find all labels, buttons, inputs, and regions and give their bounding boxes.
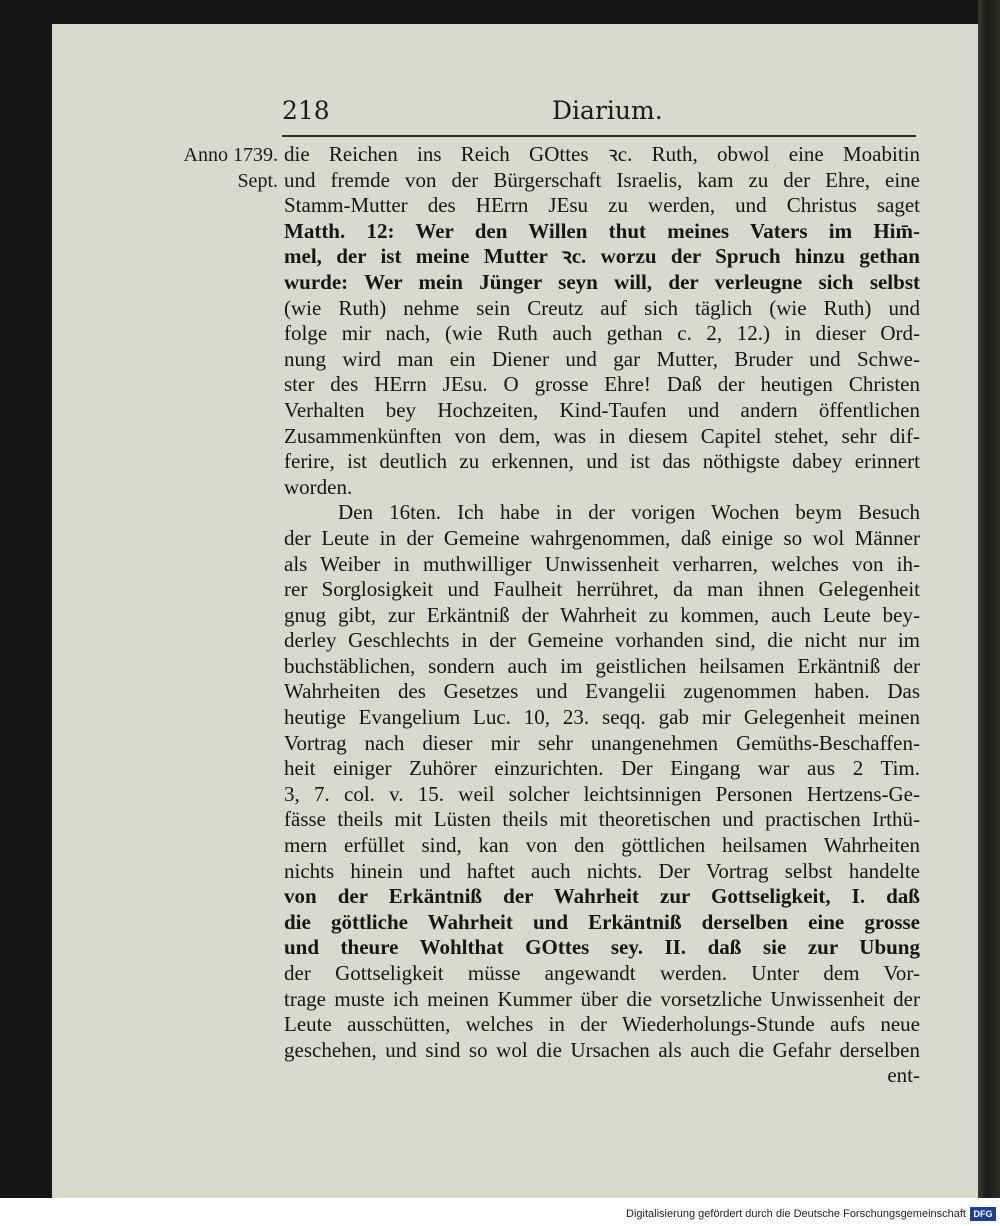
text-line: rer Sorglosigkeit und Faulheit herrühret, da man ihnen Gelegenheit	[284, 577, 920, 602]
text-line: und fremde von der Bürgerschaft Israelis, kam zu der Ehre, eine	[284, 167, 920, 192]
text-line: ster des HErrn JEsu. O grosse Ehre! Daß der heutigen Christen	[284, 372, 920, 397]
text-line: folge mir nach, (wie Ruth auch gethan c. 2, 12.) in dieser Ord-	[284, 321, 920, 346]
text-line: worden.	[284, 474, 353, 499]
text-line: mel, der ist meine Mutter ꝛc. worzu der Spruch hinzu gethan	[284, 244, 920, 269]
text-line: die göttliche Wahrheit und Erkäntniß derselben eine grosse	[284, 909, 920, 934]
text-line: Den 16ten. Ich habe in der vorigen Wochen beym Besuch	[338, 500, 920, 525]
text-line: gnug gibt, zur Erkäntniß der Wahrheit zu kommen, auch Leute bey-	[284, 602, 920, 627]
book-spine-edge	[978, 0, 1000, 1198]
text-line: der Gottseligkeit müsse angewandt werden. Unter dem Vor-	[284, 961, 920, 985]
text-line: Verhalten bey Hochzeiten, Kind-Taufen und andern öffentlichen	[284, 397, 920, 422]
text-line: Wahrheiten des Gesetzes und Evangelii zugenommen haben. Das	[284, 679, 920, 704]
text-line: fässe theils mit Lüsten theils mit theoretischen und practischen Irthü-	[284, 807, 920, 832]
text-line: (wie Ruth) nehme sein Creutz auf sich täglich (wie Ruth) und	[284, 295, 920, 320]
body-text	[284, 142, 920, 1089]
text-line: heit einiger Zuhörer einzurichten. Der Eingang war aus 2 Tim.	[284, 756, 920, 781]
text-line: derley Geschlechts in der Gemeine vorhanden sind, die nicht nur im	[284, 628, 920, 653]
text-line: Stamm-Mutter des HErrn JEsu zu werden, und Christus saget	[284, 193, 920, 218]
footer-credit: Digitalisierung gefördert durch die Deutsche Forschungsgemeinschaft	[626, 1208, 966, 1220]
text-line: buchstäblichen, sondern auch im geistlichen heilsamen Erkäntniß der	[284, 653, 920, 678]
text-line: und theure Wohlthat GOttes sey. II. daß sie zur Ubung	[284, 935, 920, 960]
text-line: Zusammenkünften von dem, was in diesem Capitel stehet, sehr dif-	[284, 423, 920, 448]
margin-notes	[158, 142, 278, 194]
text-line: Matth. 12: Wer den Willen thut meines Vaters im Him̄-	[284, 218, 920, 243]
text-line: mern erfüllet sind, kan von den göttlichen heilsamen Wahrheiten	[284, 833, 920, 858]
text-line: geschehen, und sind so wol die Ursachen als auch die Gefahr derselben	[284, 1037, 920, 1062]
text-line: Vortrag nach dieser mir sehr unangenehmen Gemüths-Beschaffen-	[284, 730, 920, 755]
page-number: 218	[282, 96, 330, 125]
running-title: Diarium.	[552, 96, 663, 125]
text-line: nichts hinein und haftet auch nichts. Der Vortrag selbst handelte	[284, 858, 920, 883]
text-line: von der Erkäntniß der Wahrheit zur Gottseligkeit, I. daß	[284, 884, 920, 909]
text-line: 3, 7. col. v. 15. weil solcher leichtsinnigen Personen Hertzens-Ge-	[284, 781, 920, 806]
text-line: der Leute in der Gemeine wahrgenommen, daß einige so wol Männer	[284, 525, 920, 550]
margin-month: Sept.	[237, 170, 278, 192]
dfg-logo: DFG	[970, 1207, 996, 1221]
catchword: ent-	[887, 1063, 920, 1088]
margin-year: Anno 1739.	[183, 144, 278, 166]
header-rule	[282, 135, 916, 137]
text-line: ferire, ist deutlich zu erkennen, und ist das nöthigste dabey erinnert	[284, 449, 920, 474]
digitization-footer	[0, 1200, 1000, 1226]
text-line: Leute ausschütten, welches in der Wiederholungs-Stunde aufs neue	[284, 1012, 920, 1037]
text-line: nung wird man ein Diener und gar Mutter, Bruder und Schwe-	[284, 346, 920, 371]
text-line: trage muste ich meinen Kummer über die vorsetzliche Unwissenheit der	[284, 986, 920, 1011]
page-header	[282, 96, 908, 132]
text-line: als Weiber in muthwilliger Unwissenheit verharren, welches von ih-	[284, 551, 920, 576]
text-line: die Reichen ins Reich GOttes ꝛc. Ruth, obwol eine Moabitin	[284, 142, 920, 166]
text-line: heutige Evangelium Luc. 10, 23. seqq. gab mir Gelegenheit meinen	[284, 705, 920, 730]
text-line: wurde: Wer mein Jünger seyn will, der verleugne sich selbst	[284, 269, 920, 294]
